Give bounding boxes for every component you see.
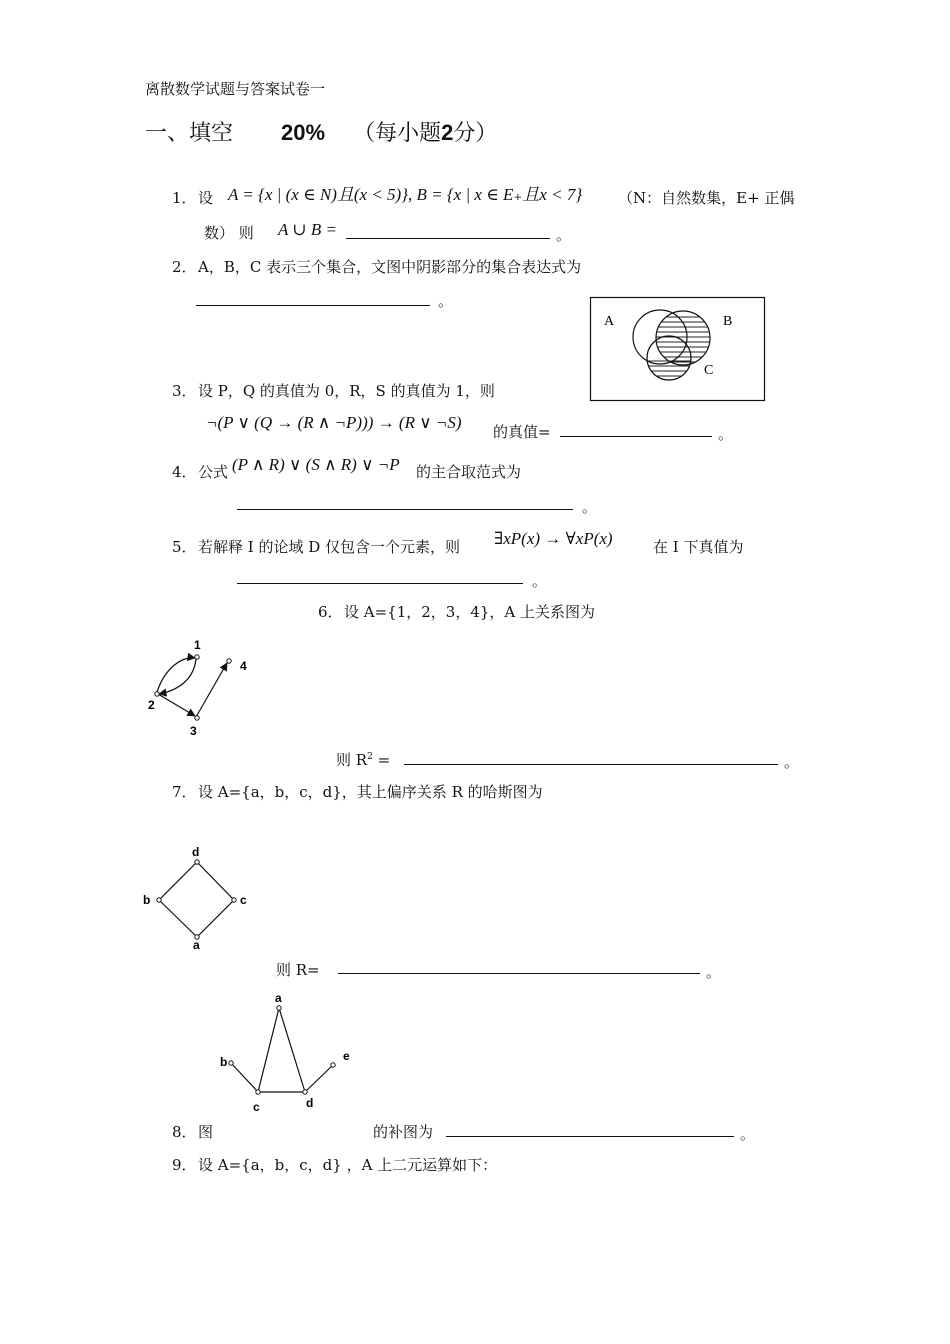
hasse-label-b: b (143, 893, 151, 907)
q5-answer-line[interactable] (237, 583, 523, 584)
q3-formula: ¬(P ∨ (Q → (R ∧ ¬P))) → (R ∨ ¬S) (206, 413, 462, 432)
q4-after: 的主合取范式为 (416, 463, 522, 481)
q8-lead: 图 (198, 1123, 214, 1141)
graph-node-a (277, 1006, 281, 1010)
graph-edge-b-c (231, 1063, 258, 1092)
hasse-node-d (195, 860, 199, 864)
section-note-open: （每小题 (353, 121, 442, 146)
q6-number: 6． (318, 603, 343, 621)
node-1-label: 1 (194, 638, 201, 652)
q4-formula: (P ∧ R) ∨ (S ∧ R) ∨ ¬P (232, 455, 400, 474)
hasse-edge-b-a (159, 900, 197, 937)
edge-2-1-upper (157, 658, 195, 692)
q4-number: 4． (172, 463, 197, 481)
hasse-diagram (140, 842, 255, 954)
q1-end: 。 (556, 226, 572, 244)
q3-end: 。 (718, 425, 734, 443)
graph-node-e (331, 1063, 335, 1067)
q4-end: 。 (582, 498, 598, 516)
q1-formula: A = {x | (x ∈ N)且(x < 5)}, B = {x | x ∈ E₊且x < 7} (228, 185, 583, 204)
graph-edge-a-d (279, 1008, 305, 1092)
q3-text: 设 P，Q 的真值为 0，R，S 的真值为 1，则 (198, 382, 495, 400)
node-1 (195, 655, 199, 659)
node-3 (195, 716, 199, 720)
q2-end: 。 (438, 292, 454, 310)
graph-edge-a-c (258, 1008, 279, 1092)
q5-end: 。 (532, 572, 548, 590)
graph-label-a: a (275, 991, 282, 1005)
hasse-edge-d-c (197, 862, 234, 900)
q5-after: 在 I 下真值为 (653, 538, 744, 556)
venn-label-c: C (704, 363, 714, 378)
section-heading (145, 116, 497, 147)
node-2-label: 2 (148, 698, 155, 712)
graph-label-c: c (253, 1100, 260, 1114)
graph-label-b: b (220, 1055, 228, 1069)
hasse-label-a: a (193, 938, 200, 952)
hasse-node-b (157, 898, 161, 902)
q8-end: 。 (740, 1125, 756, 1143)
graph-label-e: e (343, 1049, 350, 1063)
node-3-label: 3 (190, 724, 197, 738)
q4-answer-line[interactable] (237, 509, 573, 510)
graph-edge-e-d (305, 1065, 333, 1092)
edge-3-4 (196, 663, 227, 717)
graph-node-d (303, 1090, 307, 1094)
q7-number: 7． (172, 783, 197, 801)
q6-equals: = (372, 751, 391, 769)
section-note-num: 2 (441, 120, 454, 145)
q7-then: 则 R= (276, 961, 320, 979)
q1-continuation: 数） 则 (204, 224, 254, 242)
hasse-label-c: c (240, 893, 247, 907)
q7-text: 设 A={a，b，c，d}，其上偏序关系 R 的哈斯图为 (198, 783, 543, 801)
document-title: 离散数学试题与答案试卷一 (145, 80, 326, 98)
simple-graph (215, 990, 360, 1115)
q6-text: 设 A={1，2，3，4}，A 上关系图为 (344, 603, 596, 621)
q1-answer-line[interactable] (346, 238, 550, 239)
q7-answer-line[interactable] (338, 973, 700, 974)
q8-after: 的补图为 (373, 1123, 434, 1141)
section-percent: 20% (281, 120, 326, 145)
q3-after: 的真值= (493, 423, 551, 441)
q1-lead: 设 (198, 189, 214, 207)
graph-node-b (229, 1061, 233, 1065)
q3-number: 3． (172, 382, 197, 400)
q2-number: 2． (172, 258, 197, 276)
q5-formula: ∃xP(x) → ∀xP(x) (494, 529, 613, 548)
q5-number: 5． (172, 538, 197, 556)
relation-graph (140, 632, 260, 742)
q6-then-text: 则 R (336, 751, 368, 769)
q4-lead: 公式 (198, 463, 229, 481)
node-2 (155, 692, 159, 696)
section-note-close: 分） (453, 121, 498, 146)
venn-diagram (590, 297, 765, 401)
q6-superscript: 2 (367, 752, 373, 762)
q6-answer-line[interactable] (404, 764, 778, 765)
graph-label-d: d (306, 1096, 314, 1110)
q2-text: A，B，C 表示三个集合，文图中阴影部分的集合表达式为 (198, 258, 582, 276)
q5-lead: 若解释 I 的论域 D 仅包含一个元素，则 (198, 538, 461, 556)
q1-union: A ∪ B = (278, 220, 337, 239)
q2-answer-line[interactable] (196, 305, 430, 306)
edge-2-3 (158, 694, 195, 716)
graph-node-c (256, 1090, 260, 1094)
venn-label-b: B (723, 314, 733, 329)
venn-circle-c (647, 336, 691, 380)
q6-end: 。 (784, 753, 800, 771)
venn-label-a: A (604, 314, 615, 329)
q1-number: 1． (172, 189, 197, 207)
hasse-edge-d-b (159, 862, 197, 900)
section-prefix: 一、填空 (145, 121, 234, 146)
q6-then (336, 749, 390, 770)
q9-text: 设 A={a，b，c，d} ，A 上二元运算如下： (198, 1156, 498, 1174)
node-4 (227, 659, 231, 663)
q9-number: 9． (172, 1156, 197, 1174)
hasse-label-d: d (192, 845, 200, 859)
q8-number: 8． (172, 1123, 197, 1141)
hasse-node-c (232, 898, 236, 902)
q1-note: （N：自然数集，E+ 正偶 (618, 189, 795, 207)
node-4-label: 4 (240, 659, 247, 673)
q8-answer-line[interactable] (446, 1136, 734, 1137)
hasse-edge-c-a (197, 900, 234, 937)
q7-end: 。 (706, 963, 722, 981)
q3-answer-line[interactable] (560, 436, 712, 437)
